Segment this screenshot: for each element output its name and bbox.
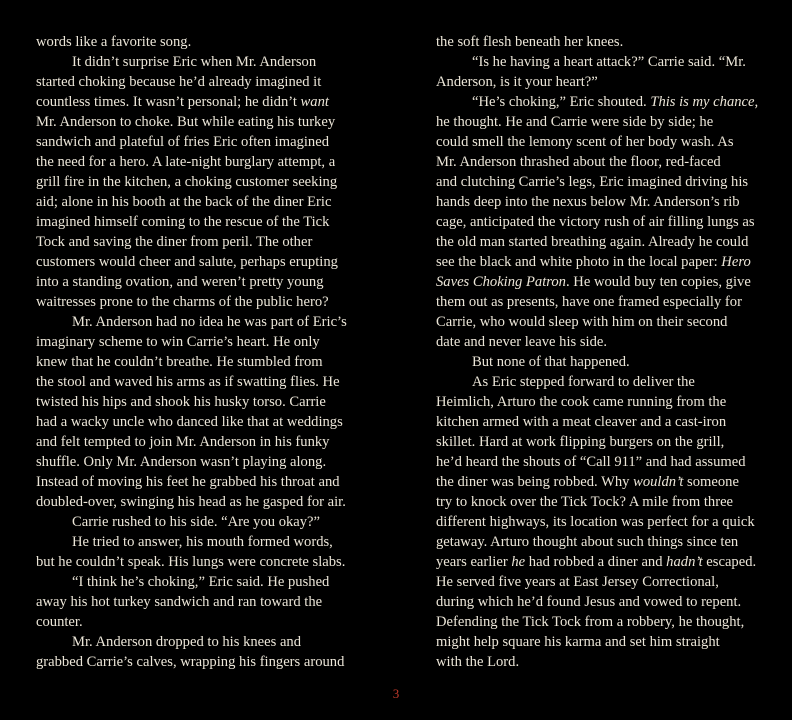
text-segment: but he couldn’t speak. His lungs were concrete slabs. [36,554,346,570]
text-line [436,432,766,452]
text-segment: years earlier [436,554,512,570]
text-line [436,532,766,552]
text-segment: had robbed a diner and [525,554,667,570]
text-segment: Carrie, who would sleep with him on their second [436,314,728,330]
text-line [436,212,766,232]
text-line [36,172,366,192]
text-segment: . He would buy ten copies, give [565,274,751,290]
text-line [436,372,766,392]
text-segment: escaped. [702,554,757,570]
text-line [36,652,366,672]
text-line [436,492,766,512]
text-segment: shuffle. Only Mr. Anderson wasn’t playing along. [36,454,327,470]
text-segment: different highways, its location was perfect for a quick [436,514,755,530]
text-segment: aid; alone in his booth at the back of the diner Eric [36,194,332,210]
text-line [436,292,766,312]
text-line [36,532,366,552]
text-line [36,372,366,392]
text-segment: customers would cheer and salute, perhaps erupting [36,254,338,270]
text-line [436,572,766,592]
text-line [436,32,766,52]
text-line [436,472,766,492]
text-segment: he’d heard the shouts of “Call 911” and had assumed [436,454,746,470]
text-segment: had a wacky uncle who danced like that at weddings [36,414,343,430]
text-line [36,252,366,272]
text-line [36,352,366,372]
text-segment: twisted his hips and shook his husky torso. Carrie [36,394,326,410]
text-segment: “He’s choking,” Eric shouted. [472,94,651,110]
italic-text: Hero [721,254,751,270]
text-segment: As Eric stepped forward to deliver the [472,374,695,390]
text-line [36,452,366,472]
text-segment: counter. [36,614,83,630]
text-line [36,332,366,352]
text-segment: could smell the lemony scent of her body wash. As [436,134,734,150]
italic-text: wouldn’t [633,474,684,490]
text-segment: skillet. Hard at work flipping burgers on the grill, [436,434,725,450]
left-text-column [36,32,366,672]
text-line [436,52,766,72]
text-segment: with the Lord. [436,654,520,670]
text-segment: Mr. Anderson dropped to his knees and [72,634,302,650]
text-line [36,472,366,492]
text-line [436,412,766,432]
text-segment: might help square his karma and set him straight [436,634,720,650]
text-line [36,492,366,512]
text-segment: grabbed Carrie’s calves, wrapping his fingers around [36,654,345,670]
text-segment: kitchen armed with a meat cleaver and a cast-iron [436,414,727,430]
text-segment: see the black and white photo in the local paper: [436,254,722,270]
text-line [36,552,366,572]
text-line [36,432,366,452]
text-segment: the diner was being robbed. Why [436,474,634,490]
text-segment: someone [683,474,739,490]
text-segment: hands deep into the nexus below Mr. Anderson’s rib [436,194,740,210]
text-line [436,272,766,292]
page-number: 3 [392,686,400,701]
text-segment: “Is he having a heart attack?” Carrie said. “Mr. [472,54,746,70]
text-segment: Defending the Tick Tock from a robbery, he thought, [436,614,745,630]
text-line [36,232,366,252]
text-line [436,112,766,132]
text-segment: waitresses prone to the charms of the public hero? [36,294,329,310]
text-line [436,652,766,672]
text-segment: away his hot turkey sandwich and ran toward the [36,594,323,610]
text-segment: started choking because he’d already imagined it [36,74,322,90]
text-segment: the old man started breathing again. Already he could [436,234,749,250]
text-line [436,552,766,572]
text-line [436,152,766,172]
text-segment: knew that he couldn’t breathe. He stumbled from [36,354,323,370]
text-line [36,112,366,132]
text-line [36,152,366,172]
text-line [36,512,366,532]
text-line [36,192,366,212]
text-line [436,232,766,252]
text-segment: words like a favorite song. [36,34,192,50]
text-line [36,92,366,112]
text-line [36,632,366,652]
text-line [36,72,366,92]
text-segment: He tried to answer, his mouth formed words, [72,534,333,550]
text-line [436,632,766,652]
text-segment: imagined himself coming to the rescue of the Tick [36,214,330,230]
text-segment: and felt tempted to join Mr. Anderson in his funky [36,434,330,450]
text-segment: But none of that happened. [472,354,630,370]
text-line [436,192,766,212]
text-line [436,612,766,632]
text-segment: the stool and waved his arms as if swatting flies. He [36,374,340,390]
text-line [436,252,766,272]
text-line [436,592,766,612]
text-segment: into a standing ovation, and weren’t pretty young [36,274,324,290]
italic-text: This is my chance, [650,94,759,110]
text-segment: countless times. It wasn’t personal; he didn’t [36,94,301,110]
text-line [436,392,766,412]
text-segment: Instead of moving his feet he grabbed his throat and [36,474,340,490]
text-line [36,312,366,332]
text-segment: Carrie rushed to his side. “Are you okay?” [72,514,321,530]
text-segment: cage, anticipated the victory rush of air filling lungs as [436,214,755,230]
text-line [36,392,366,412]
right-text-column [436,32,766,672]
text-segment: doubled-over, swinging his head as he gasped for air. [36,494,346,510]
italic-text: he [511,554,526,570]
text-segment: try to knock over the Tick Tock? A mile from three [436,494,734,510]
text-segment: imaginary scheme to win Carrie’s heart. He only [36,334,320,350]
text-segment: Heimlich, Arturo the cook came running from the [436,394,727,410]
text-segment: he thought. He and Carrie were side by side; he [436,114,714,130]
text-segment: “I think he’s choking,” Eric said. He pushed [72,574,330,590]
text-segment: Mr. Anderson had no idea he was part of Eric’s [72,314,347,330]
italic-text: hadn’t [666,554,703,570]
text-line [436,332,766,352]
text-segment: Anderson, is it your heart?” [436,74,598,90]
text-line [436,172,766,192]
text-line [36,292,366,312]
text-line [36,52,366,72]
text-line [436,72,766,92]
text-segment: It didn’t surprise Eric when Mr. Anderson [72,54,317,70]
text-line [36,132,366,152]
text-segment: date and never leave his side. [436,334,607,350]
text-line [436,352,766,372]
text-segment: sandwich and plateful of fries Eric often imagined [36,134,329,150]
text-segment: Mr. Anderson thrashed about the floor, red-faced [436,154,721,170]
text-segment: them out as presents, have one framed especially for [436,294,742,310]
text-line [36,32,366,52]
text-segment: Tock and saving the diner from peril. The other [36,234,313,250]
text-segment: grill fire in the kitchen, a choking customer seeking [36,174,338,190]
text-line [36,412,366,432]
text-line [36,592,366,612]
text-line [36,612,366,632]
text-segment: the soft flesh beneath her knees. [436,34,624,50]
text-line [436,512,766,532]
text-segment: during which he’d found Jesus and vowed to repent. [436,594,742,610]
text-segment: and clutching Carrie’s legs, Eric imagined driving his [436,174,749,190]
italic-text: Saves Choking Patron [436,274,566,290]
text-line [36,272,366,292]
text-line [436,92,766,112]
text-segment: getaway. Arturo thought about such things since ten [436,534,739,550]
text-segment: the need for a hero. A late-night burglary attempt, a [36,154,336,170]
text-line [36,212,366,232]
text-line [436,312,766,332]
italic-text: want [300,94,329,110]
text-line [436,132,766,152]
text-segment: Mr. Anderson to choke. But while eating his turkey [36,114,336,130]
text-segment: He served five years at East Jersey Correctional, [436,574,719,590]
text-line [36,572,366,592]
text-line [436,452,766,472]
